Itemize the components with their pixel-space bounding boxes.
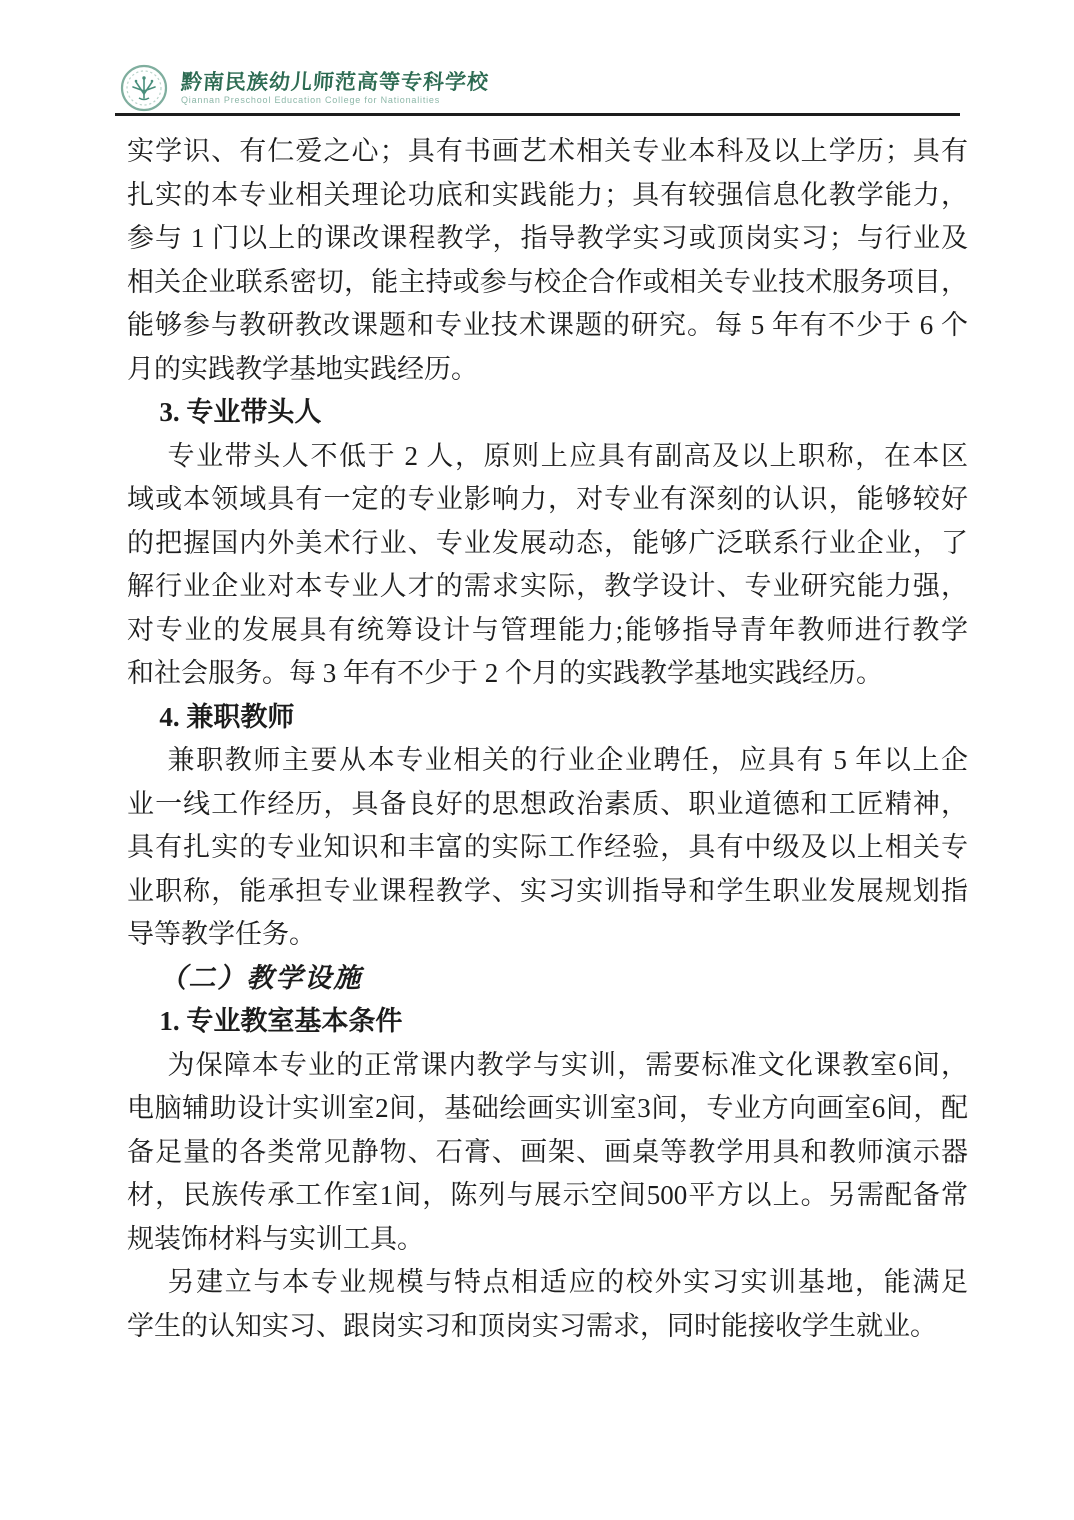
text-line: 为保障本专业的正常课内教学与实训，需要标准文化课教室6间， — [167, 1049, 968, 1080]
paragraph — [127, 130, 968, 391]
text-line: 兼职教师主要从本专业相关的行业企业聘任，应具有 5 年以上企 — [167, 745, 968, 775]
text-line: 对专业的发展具有统筹设计与管理能力;能够指导青年教师进行教学 — [127, 614, 968, 645]
section-heading — [127, 696, 968, 740]
text-line: 电脑辅助设计实训室2间，基础绘画实训室3间，专业方向画室6间，配 — [127, 1093, 968, 1123]
text-line: 解行业企业对本专业人才的需求实际，教学设计、专业研究能力强， — [127, 571, 968, 601]
text-line: 另建立与本专业规模与特点相适应的校外实习实训基地，能满足 — [167, 1267, 968, 1297]
paragraph — [127, 435, 968, 696]
text-line: 专业带头人不低于 2 人，原则上应具有副高及以上职称，在本区 — [167, 440, 968, 471]
text-line: 业一线工作经历，具备良好的思想政治素质、职业道德和工匠精神， — [127, 788, 968, 819]
header-rule — [115, 113, 960, 116]
school-name-chinese: 黔南民族幼儿师范高等专科学校 — [180, 70, 490, 94]
letterhead-text — [181, 70, 489, 106]
text-line: 1. 专业教室基本条件 — [159, 1006, 403, 1036]
text-line: 域或本领域具有一定的专业影响力，对专业有深刻的认识，能够较好 — [127, 484, 968, 514]
paragraph — [127, 739, 968, 957]
section-heading — [127, 957, 968, 1001]
text-line: 备足量的各类常见静物、石膏、画架、画桌等教学用具和教师演示器 — [127, 1136, 968, 1167]
text-line: 相关企业联系密切，能主持或参与校企合作或相关专业技术服务项目， — [127, 266, 968, 297]
section-heading — [127, 1000, 968, 1044]
text-line: 能够参与教研教改课题和专业技术课题的研究。每 5 年有不少于 6 个 — [127, 310, 968, 340]
text-line: 业职称，能承担专业课程教学、实习实训指导和学生职业发展规划指 — [127, 875, 968, 906]
text-line: 学生的认知实习、跟岗实习和顶岗实习需求，同时能接收学生就业。 — [127, 1310, 937, 1341]
text-line: 的把握国内外美术行业、专业发展动态，能够广泛联系行业企业，了 — [127, 527, 968, 558]
text-line: 实学识、有仁爱之心；具有书画艺术相关专业本科及以上学历；具有 — [127, 136, 968, 166]
text-line: 规装饰材料与实训工具。 — [127, 1223, 424, 1254]
text-line: 4. 兼职教师 — [159, 701, 295, 732]
text-line: 导等教学任务。 — [127, 919, 316, 949]
paragraph — [127, 1261, 968, 1348]
text-line: 扎实的本专业相关理论功底和实践能力；具有较强信息化教学能力， — [127, 179, 968, 210]
document-body — [127, 130, 968, 1348]
paragraph — [127, 1044, 968, 1262]
letterhead — [120, 64, 489, 112]
text-line: 和社会服务。每 3 年有不少于 2 个月的实践教学基地实践经历。 — [127, 658, 883, 688]
text-line: 3. 专业带头人 — [159, 397, 322, 427]
text-line: 参与 1 门以上的课改课程教学，指导教学实习或顶岗实习；与行业及 — [127, 223, 968, 253]
section-heading — [127, 391, 968, 435]
text-line: 具有扎实的专业知识和丰富的实际工作经验，具有中级及以上相关专 — [127, 832, 968, 862]
text-line: 材，民族传承工作室1间，陈列与展示空间500平方以上。另需配备常 — [127, 1180, 968, 1210]
text-line: 月的实践教学基地实践经历。 — [127, 353, 478, 384]
text-line: （二）教学设施 — [159, 962, 363, 993]
school-emblem-icon — [120, 64, 168, 112]
school-name-english: Qiannan Preschool Education College for Nationalities — [181, 95, 441, 105]
